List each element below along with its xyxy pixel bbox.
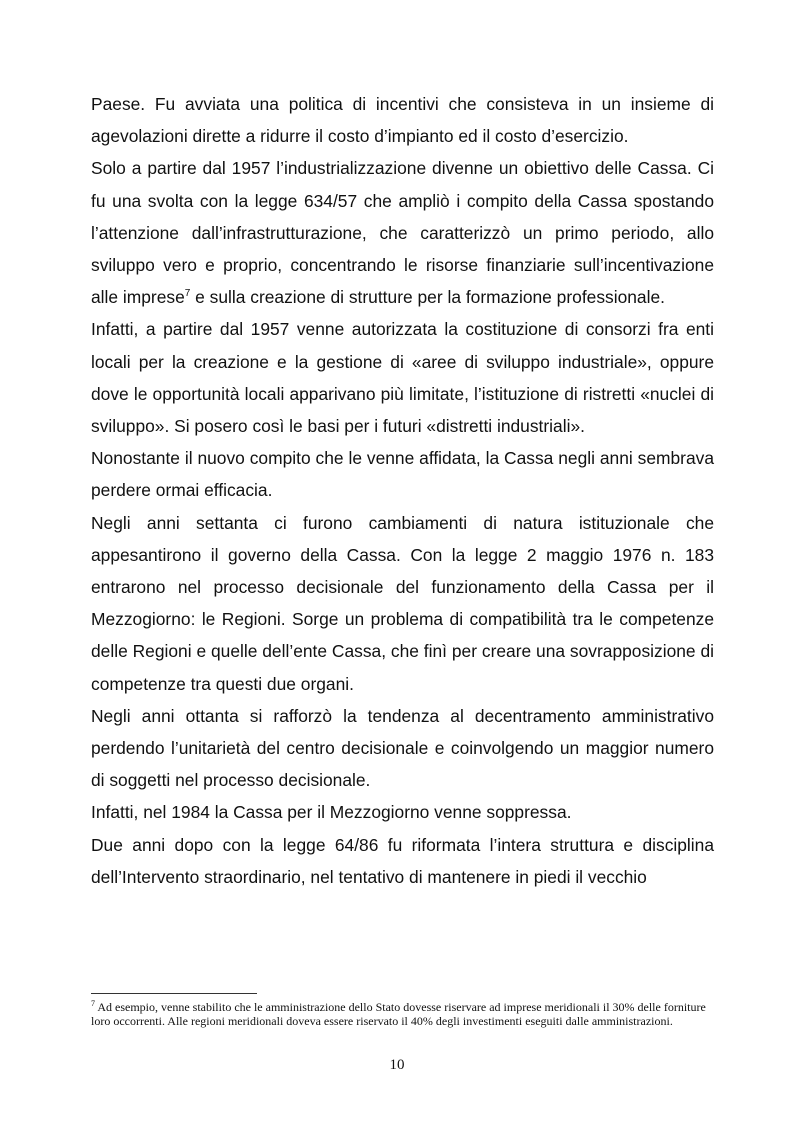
paragraph-2-tail: e sulla creazione di strutture per la formazione professionale.	[190, 287, 665, 308]
body-text	[91, 88, 714, 893]
page-number: 10	[389, 1057, 405, 1073]
footnote	[91, 1000, 714, 1029]
footnote-text: Ad esempio, venne stabilito che le amministrazione dello Stato dovesse riservare ad imprese meridionali il 30% delle forniture loro occorrenti. Alle regioni meridionali doveva essere riservato il 40% degli investimenti eseguiti dalle amministrazioni.	[91, 1000, 706, 1029]
paragraph-5: Negli anni settanta ci furono cambiamenti di natura istituzionale che appesantirono il governo della Cassa. Con la legge 2 maggio 1976 n. 183 entrarono nel processo decisionale del funzionamento della Cassa per il Mezzogiorno: le Regioni. Sorge un problema di compatibilità tra le competenze delle Regioni e quelle dell’ente Cassa, che finì per creare una sovrapposizione di competenze tra questi due organi.	[91, 512, 714, 694]
paragraph-8: Due anni dopo con la legge 64/86 fu riformata l’intera struttura e disciplina dell’Intervento straordinario, nel tentativo di mantenere in piedi il vecchio	[91, 834, 714, 887]
paragraph-1: Paese. Fu avviata una politica di incentivi che consisteva in un insieme di agevolazioni dirette a ridurre il costo d’impianto ed il costo d’esercizio.	[91, 94, 714, 147]
paragraph-3: Infatti, a partire dal 1957 venne autorizzata la costituzione di consorzi fra enti locali per la creazione e la gestione di «aree di sviluppo industriale», oppure dove le opportunità locali apparivano più limitate, l’istituzione di ristretti «nuclei di sviluppo». Si posero così le basi per i futuri «distretti industriali».	[91, 319, 714, 437]
paragraph-4: Nonostante il nuovo compito che le venne affidata, la Cassa negli anni sembrava perdere ormai efficacia.	[91, 448, 714, 501]
paragraph-7: Infatti, nel 1984 la Cassa per il Mezzogiorno venne soppressa.	[91, 802, 572, 823]
paragraph-2-text: Solo a partire dal 1957 l’industrializzazione divenne un obiettivo delle Cassa. Ci fu una svolta con la legge 634/57 che ampliò i compito della Cassa spostando l’attenzione dall’infrastrutturazione, che caratterizzò un primo periodo, allo sviluppo vero e proprio, concentrando le risorse finanziarie sull’incentivazione alle imprese	[91, 158, 714, 308]
footnote-separator	[91, 993, 257, 994]
footnote-reference[interactable]: 7	[184, 288, 191, 300]
paragraph-6: Negli anni ottanta si rafforzò la tendenza al decentramento amministrativo perdendo l’unitarietà del centro decisionale e coinvolgendo un maggior numero di soggetti nel processo decisionale.	[91, 705, 714, 791]
paragraph-2	[91, 152, 714, 313]
footnote-marker: 7	[91, 999, 95, 1008]
